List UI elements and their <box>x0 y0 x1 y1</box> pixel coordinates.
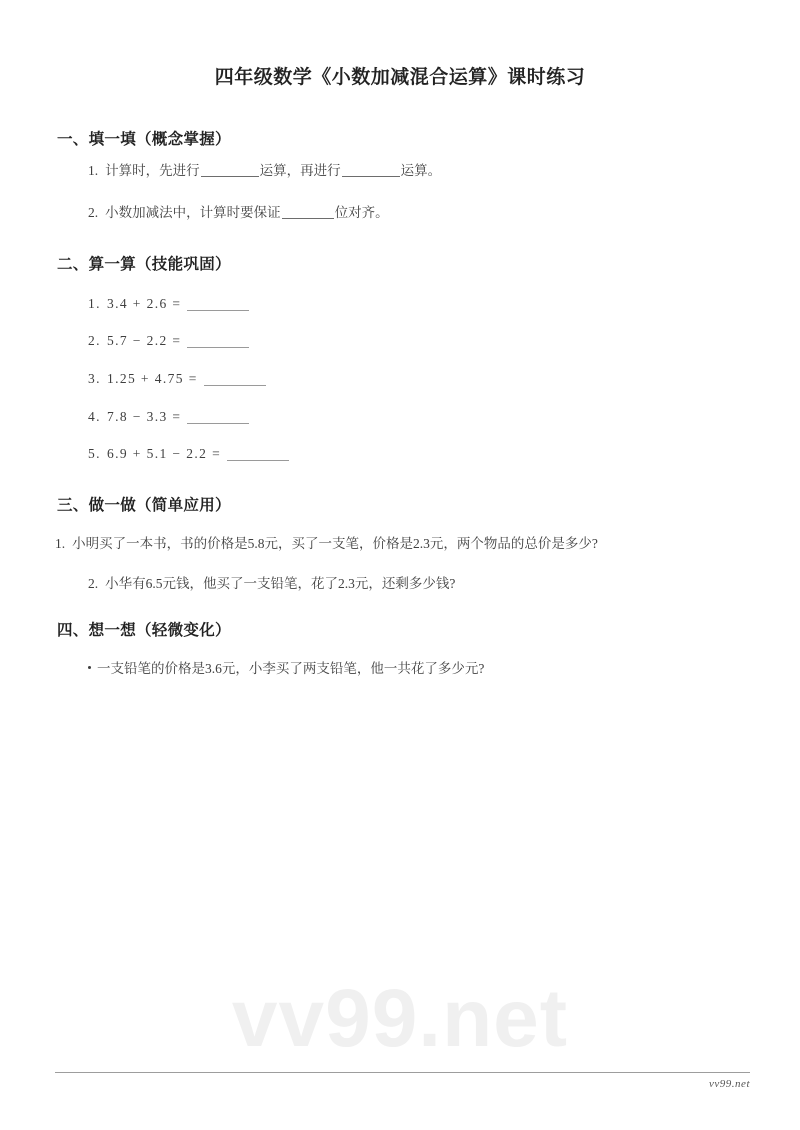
answer-blank[interactable] <box>282 218 334 219</box>
calculation-item-1 <box>88 296 249 312</box>
item-number: 1. <box>88 163 99 178</box>
fill-blank-item-1 <box>88 163 441 179</box>
expression: 5.7 − 2.2 = <box>106 333 182 348</box>
item-number: 2. <box>88 333 101 348</box>
expression: 6.9 + 5.1 − 2.2 = <box>106 446 222 461</box>
item-number: 1. <box>55 536 66 551</box>
page-title: 四年级数学《小数加减混合运算》课时练习 <box>214 67 586 88</box>
section-heading-3: 三、做一做（简单应用） <box>57 497 231 514</box>
calculation-item-3 <box>88 371 266 387</box>
answer-blank[interactable] <box>187 423 249 424</box>
answer-blank[interactable] <box>187 347 249 348</box>
bullet-item-1 <box>88 661 484 677</box>
item-text: 一支铅笔的价格是3.6元，小李买了两支铅笔，他一共花了多少元? <box>97 661 485 676</box>
item-number: 2. <box>88 205 99 220</box>
expression: 3.4 + 2.6 = <box>106 296 182 311</box>
item-number: 4. <box>88 409 101 424</box>
item-text: 小明买了一本书，书的价格是5.8元，买了一支笔，价格是2.3元，两个物品的总价是多少? <box>72 536 598 551</box>
calculation-item-4 <box>88 409 249 425</box>
fill-blank-item-2 <box>88 205 389 221</box>
footer-divider <box>55 1072 750 1073</box>
bullet-icon <box>88 666 91 669</box>
item-text-middle: 运算，再进行 <box>259 163 341 178</box>
word-problem-item-2 <box>88 576 455 592</box>
item-text-after: 运算。 <box>400 163 442 178</box>
section-heading-1: 一、填一填（概念掌握） <box>57 131 231 148</box>
answer-blank[interactable] <box>201 176 259 177</box>
item-number: 1. <box>88 296 101 311</box>
answer-blank[interactable] <box>342 176 400 177</box>
section-heading-2: 二、算一算（技能巩固） <box>57 256 231 273</box>
answer-blank[interactable] <box>187 310 249 311</box>
item-number: 2. <box>88 576 99 591</box>
answer-blank[interactable] <box>204 385 266 386</box>
item-text-before: 计算时，先进行 <box>105 163 200 178</box>
word-problem-item-1 <box>55 536 598 552</box>
item-number: 5. <box>88 446 101 461</box>
section-heading-4: 四、想一想（轻微变化） <box>57 622 231 639</box>
expression: 7.8 − 3.3 = <box>106 409 182 424</box>
item-number: 3. <box>88 371 101 386</box>
expression: 1.25 + 4.75 = <box>106 371 198 386</box>
item-text-before: 小数加减法中，计算时要保证 <box>105 205 281 220</box>
item-text: 小华有6.5元钱，他买了一支铅笔，花了2.3元，还剩多少钱? <box>105 576 456 591</box>
footer-site-label: vv99.net <box>709 1078 750 1090</box>
calculation-item-5 <box>88 446 289 462</box>
calculation-item-2 <box>88 333 249 349</box>
item-text-after: 位对齐。 <box>334 205 389 220</box>
watermark: vv99.net <box>231 973 569 1064</box>
answer-blank[interactable] <box>227 460 289 461</box>
